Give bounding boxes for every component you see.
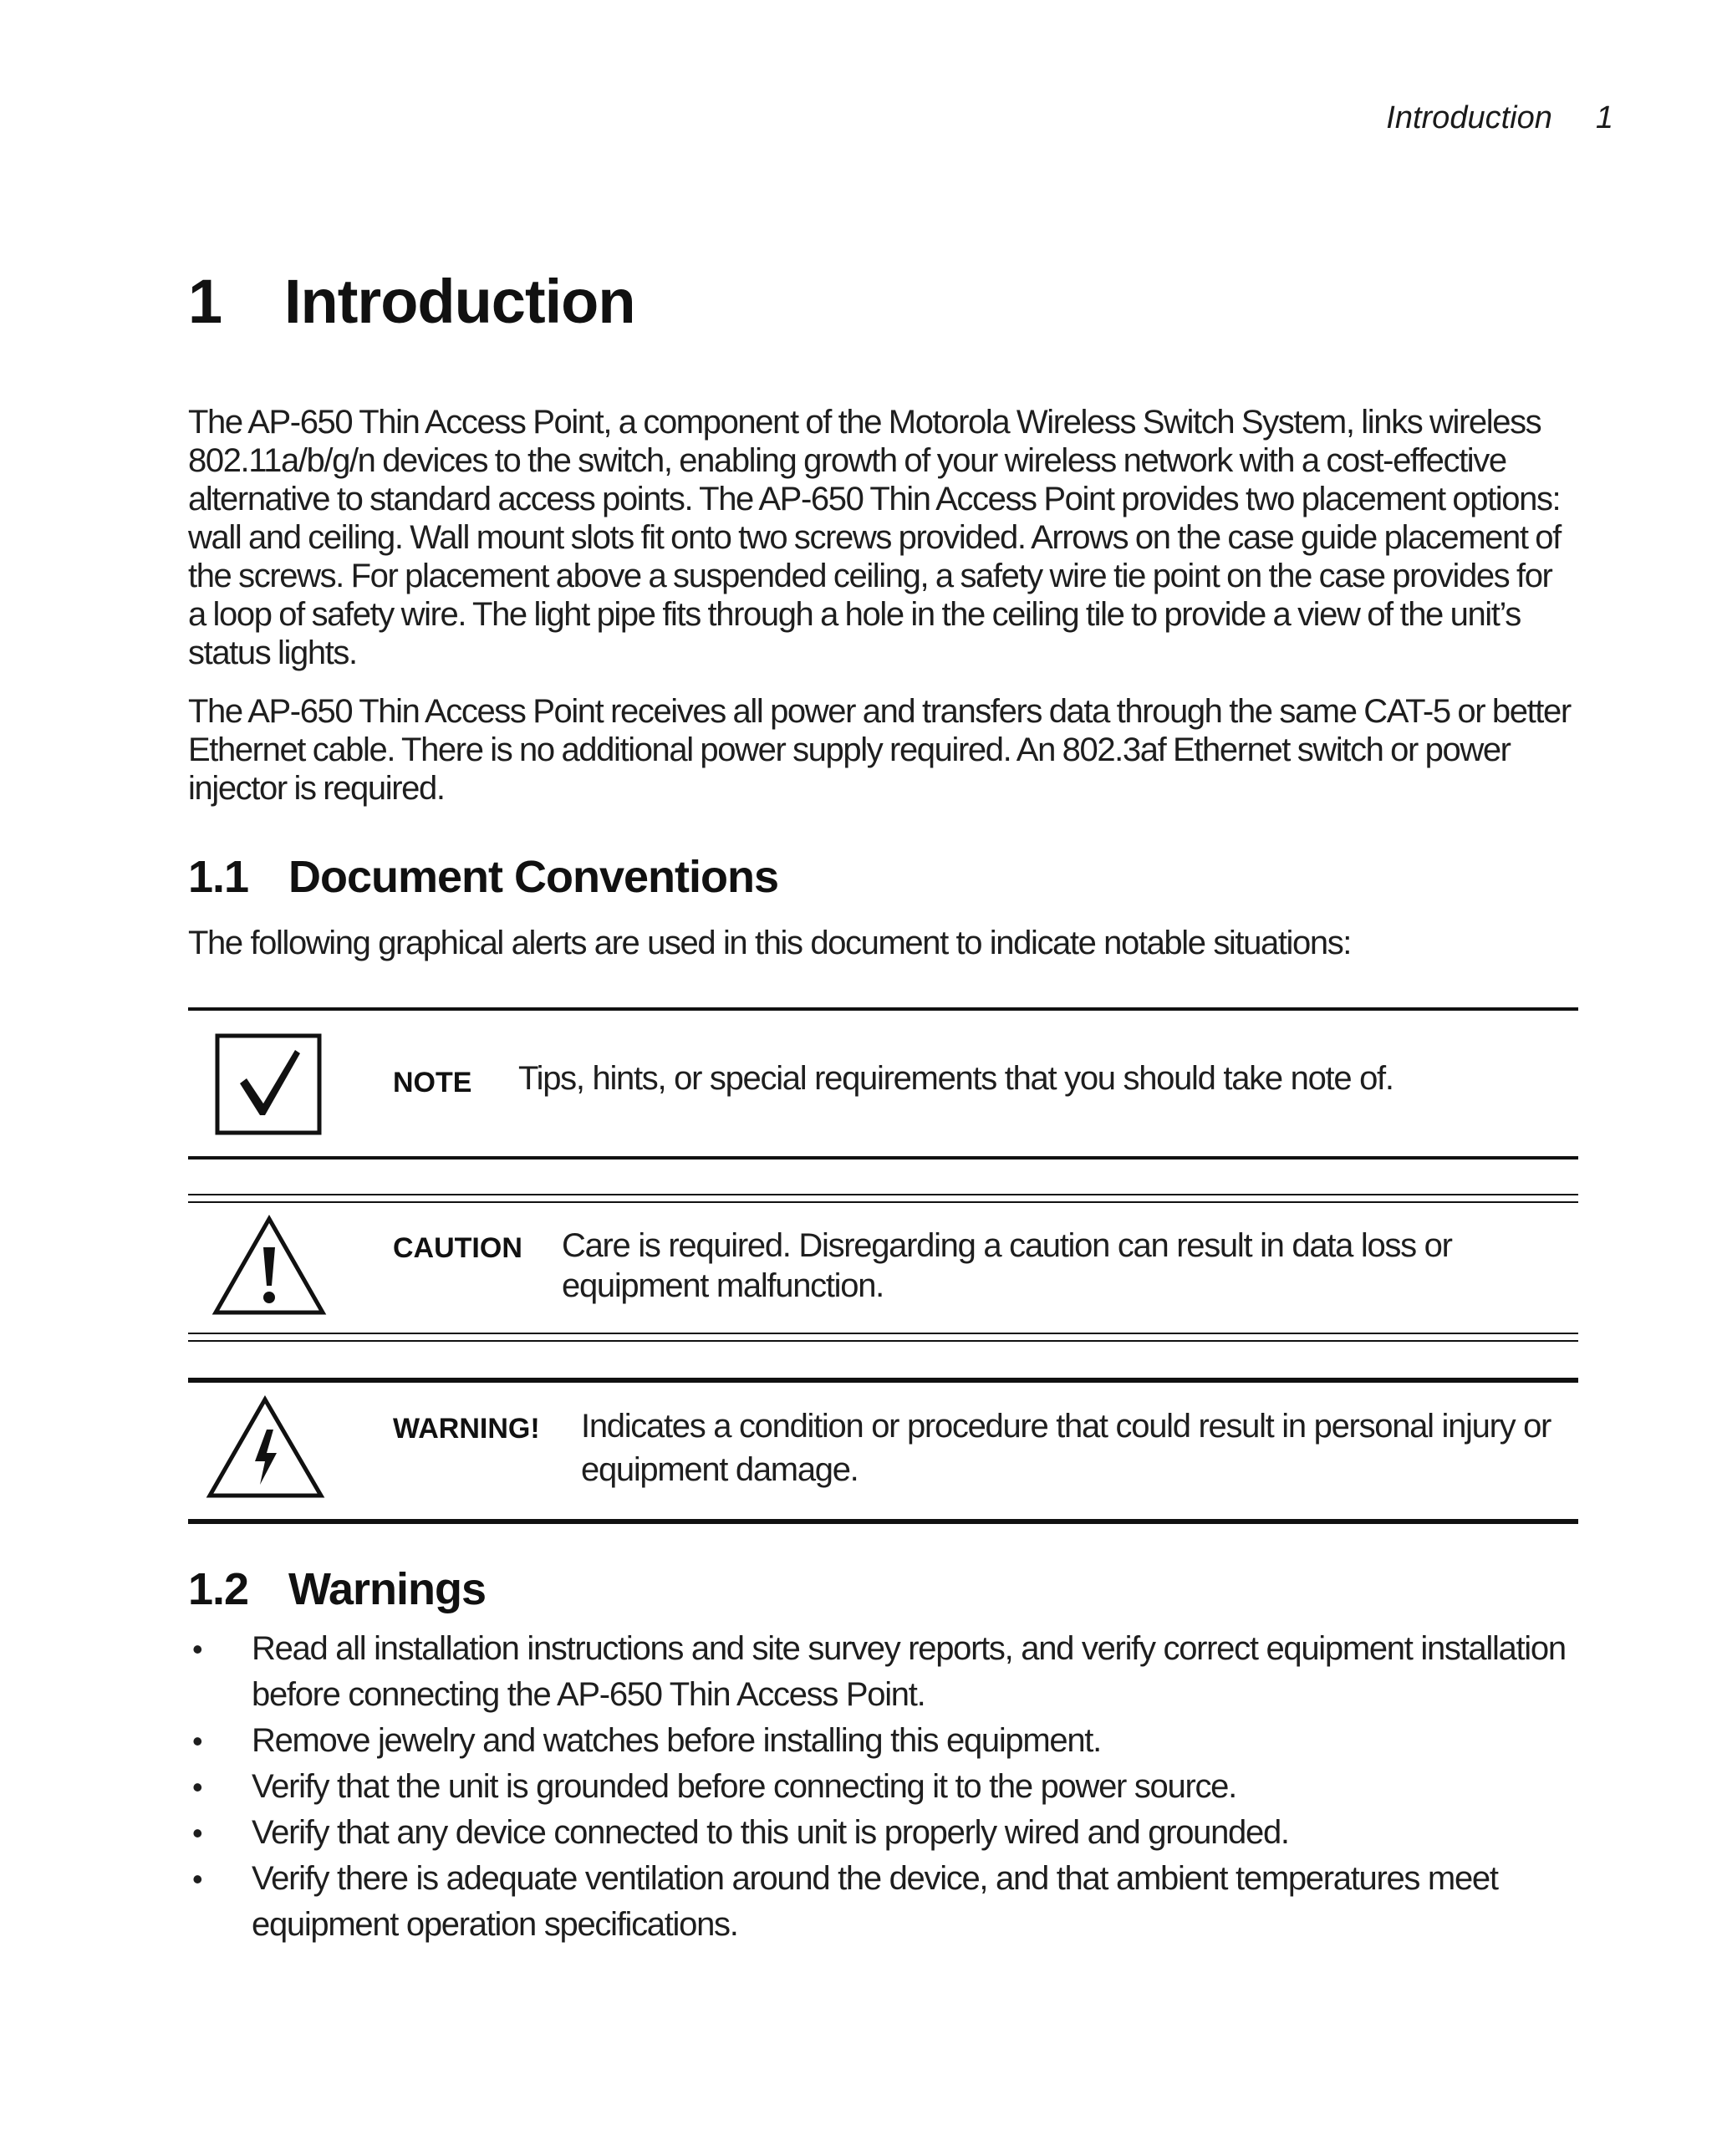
- caution-text: Care is required. Disregarding a caution can result in data loss or equipment malfunction.: [562, 1227, 1452, 1304]
- warning-bottom-rule: [188, 1519, 1578, 1524]
- list-item: [188, 1856, 1592, 1948]
- exclamation-triangle-icon: [211, 1214, 328, 1323]
- warning-text: Indicates a condition or procedure that could result in personal injury or equipment damage.: [581, 1408, 1552, 1488]
- bullet-icon: •: [192, 1632, 202, 1666]
- list-item-text: Verify that any device connected to this unit is properly wired and grounded.: [252, 1814, 1289, 1851]
- caution-bottom-rule-1: [188, 1333, 1578, 1334]
- bullet-icon: •: [192, 1862, 202, 1896]
- warning-label: WARNING!: [393, 1413, 540, 1445]
- lightning-triangle-icon: [205, 1394, 326, 1506]
- caution-top-rule-2: [188, 1201, 1578, 1203]
- checkmark-icon: [215, 1033, 324, 1141]
- section-heading-conventions: [188, 851, 778, 903]
- caution-bottom-rule-2: [188, 1340, 1578, 1342]
- chapter-title-text: Introduction: [284, 267, 635, 336]
- caution-label: CAUTION: [393, 1232, 522, 1264]
- bullet-icon: •: [192, 1724, 202, 1758]
- list-item: [188, 1626, 1592, 1718]
- section-heading-warnings: [188, 1563, 486, 1615]
- list-item-text: Read all installation instructions and site survey reports, and verify correct equipment installation before connecting the AP-650 Thin Access Point.: [252, 1630, 1566, 1713]
- bullet-icon: •: [192, 1816, 202, 1850]
- intro-paragraph-2: The AP-650 Thin Access Point receives all power and transfers data through the same CAT-5 or better Ethernet cable. There is no additional power supply required. An 802.3af Ethernet switch or power injector is required.: [188, 693, 1571, 807]
- section-title: Document Conventions: [288, 852, 779, 902]
- section-title: Warnings: [288, 1564, 487, 1614]
- warning-top-rule: [188, 1378, 1578, 1383]
- section-number: 1.1: [188, 852, 249, 902]
- section-number: 1.2: [188, 1564, 249, 1614]
- list-item: [188, 1718, 1592, 1764]
- chapter-title: [188, 266, 635, 337]
- list-item-text: Verify there is adequate ventilation around the device, and that ambient temperatures meet equipment operation specifications.: [252, 1860, 1498, 1943]
- note-label: NOTE: [393, 1067, 472, 1098]
- warnings-list: [188, 1626, 1592, 1948]
- running-header: [1386, 100, 1613, 136]
- list-item: [188, 1810, 1592, 1856]
- note-text: Tips, hints, or special requirements that you should take note of.: [518, 1060, 1394, 1097]
- running-header-section: Introduction: [1386, 100, 1552, 135]
- list-item-text: Remove jewelry and watches before installing this equipment.: [252, 1722, 1101, 1759]
- conventions-intro: The following graphical alerts are used in this document to indicate notable situations:: [188, 925, 1352, 961]
- list-item: [188, 1764, 1592, 1810]
- list-item-text: Verify that the unit is grounded before connecting it to the power source.: [252, 1768, 1236, 1805]
- bullet-icon: •: [192, 1770, 202, 1804]
- page-number: 1: [1595, 100, 1613, 135]
- chapter-number: 1: [188, 267, 222, 336]
- intro-paragraph-1: The AP-650 Thin Access Point, a component of the Motorola Wireless Switch System, links wireless 802.11a/b/g/n devices to the switch, enabling growth of your wireless network with a cost-effective alternative to standard access points. The AP-650 Thin Access Point provides two placement options: wall and ceiling. Wall mount slots fit onto two screws provided. Arrows on the case guide placement of the screws. For placement above a suspended ceiling, a safety wire tie point on the case provides for a loop of safety wire. The light pipe fits through a hole in the ceiling tile to provide a view of the unit’s status lights.: [188, 404, 1561, 671]
- caution-top-rule-1: [188, 1194, 1578, 1195]
- note-top-rule: [188, 1007, 1578, 1011]
- note-bottom-rule: [188, 1156, 1578, 1160]
